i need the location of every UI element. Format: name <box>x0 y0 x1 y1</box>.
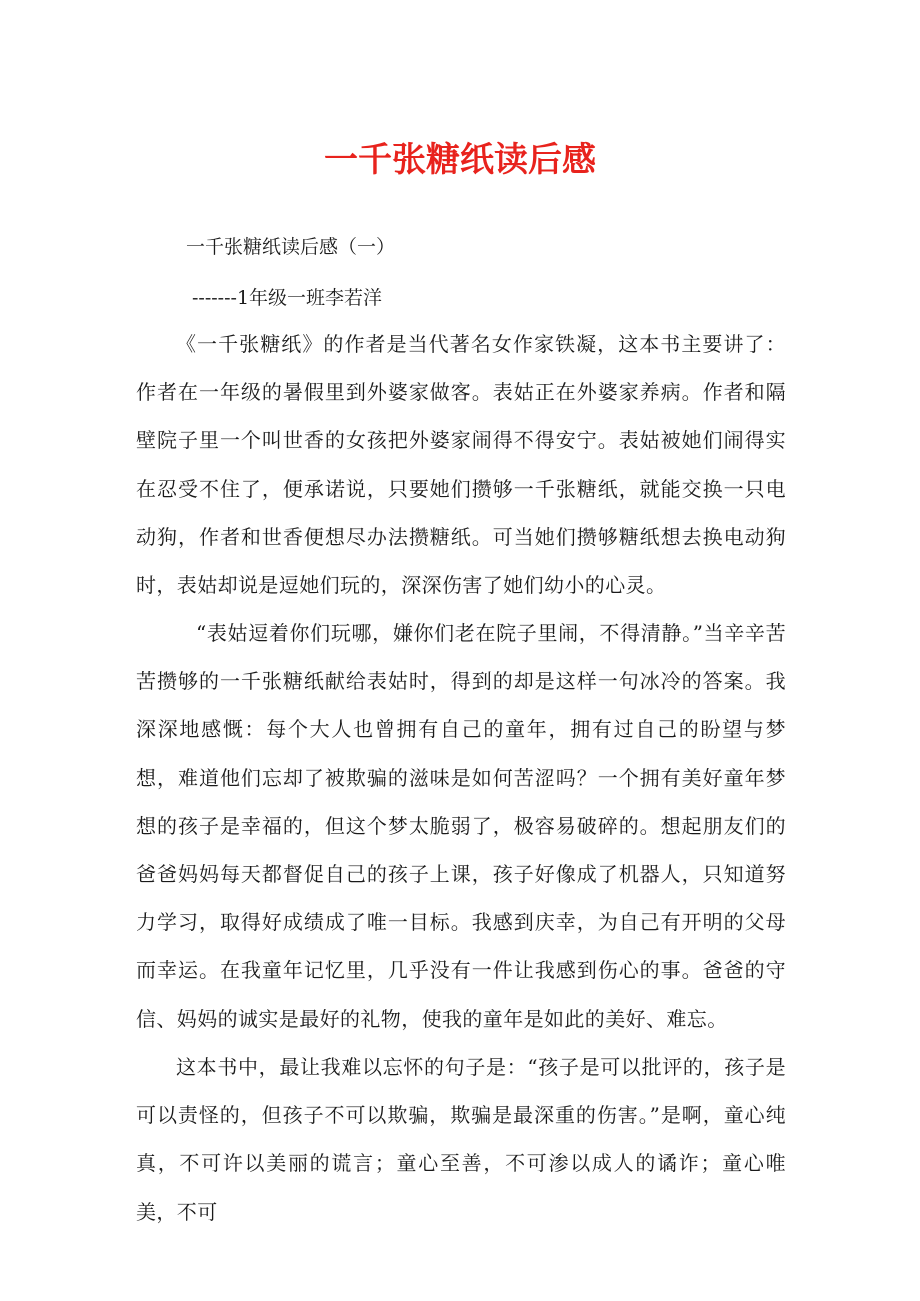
essay-author: -------1年级一班李若洋 <box>192 287 383 309</box>
essay-subtitle: 一千张糖纸读后感（一） <box>186 236 396 258</box>
document-title: 一千张糖纸读后感 <box>324 140 596 180</box>
paragraph: 这本书中，最让我难以忘怀的句子是：“孩子是可以批评的，孩子是可以责怪的，但孩子不可以欺骗，欺骗是最深重的伤害。”是啊，童心纯真，不可许以美丽的谎言；童心至善，不可渗以成人的谲诈；童心唯美，不可 <box>136 1055 786 1224</box>
paragraph: “表姑逗着你们玩哪，嫌你们老在院子里闹，不得清静。”当辛辛苦苦攒够的一千张糖纸献给表姑时，得到的却是这样一句冰冷的答案。我深深地感慨：每个大人也曾拥有自己的童年，拥有过自己的盼望与梦想，难道他们忘却了被欺骗的滋味是如何苦涩吗？一个拥有美好童年梦想的孩子是幸福的，但这个梦太脆弱了，极容易破碎的。想起朋友们的爸爸妈妈每天都督促自己的孩子上课，孩子好像成了机器人，只知道努力学习，取得好成绩成了唯一目标。我感到庆幸，为自己有开明的父母而幸运。在我童年记忆里，几乎没有一件让我感到伤心的事。爸爸的守信、妈妈的诚实是最好的礼物，使我的童年是如此的美好、难忘。 <box>136 621 786 1031</box>
paragraph: 《一千张糖纸》的作者是当代著名女作家铁凝，这本书主要讲了：作者在一年级的暑假里到外婆家做客。表姑正在外婆家养病。作者和隔壁院子里一个叫世香的女孩把外婆家闹得不得安宁。表姑被她们闹得实在忍受不住了，便承诺说，只要她们攒够一千张糖纸，就能交换一只电动狗，作者和世香便想尽办法攒糖纸。可当她们攒够糖纸想去换电动狗时，表姑却说是逗她们玩的，深深伤害了她们幼小的心灵。 <box>136 332 786 598</box>
